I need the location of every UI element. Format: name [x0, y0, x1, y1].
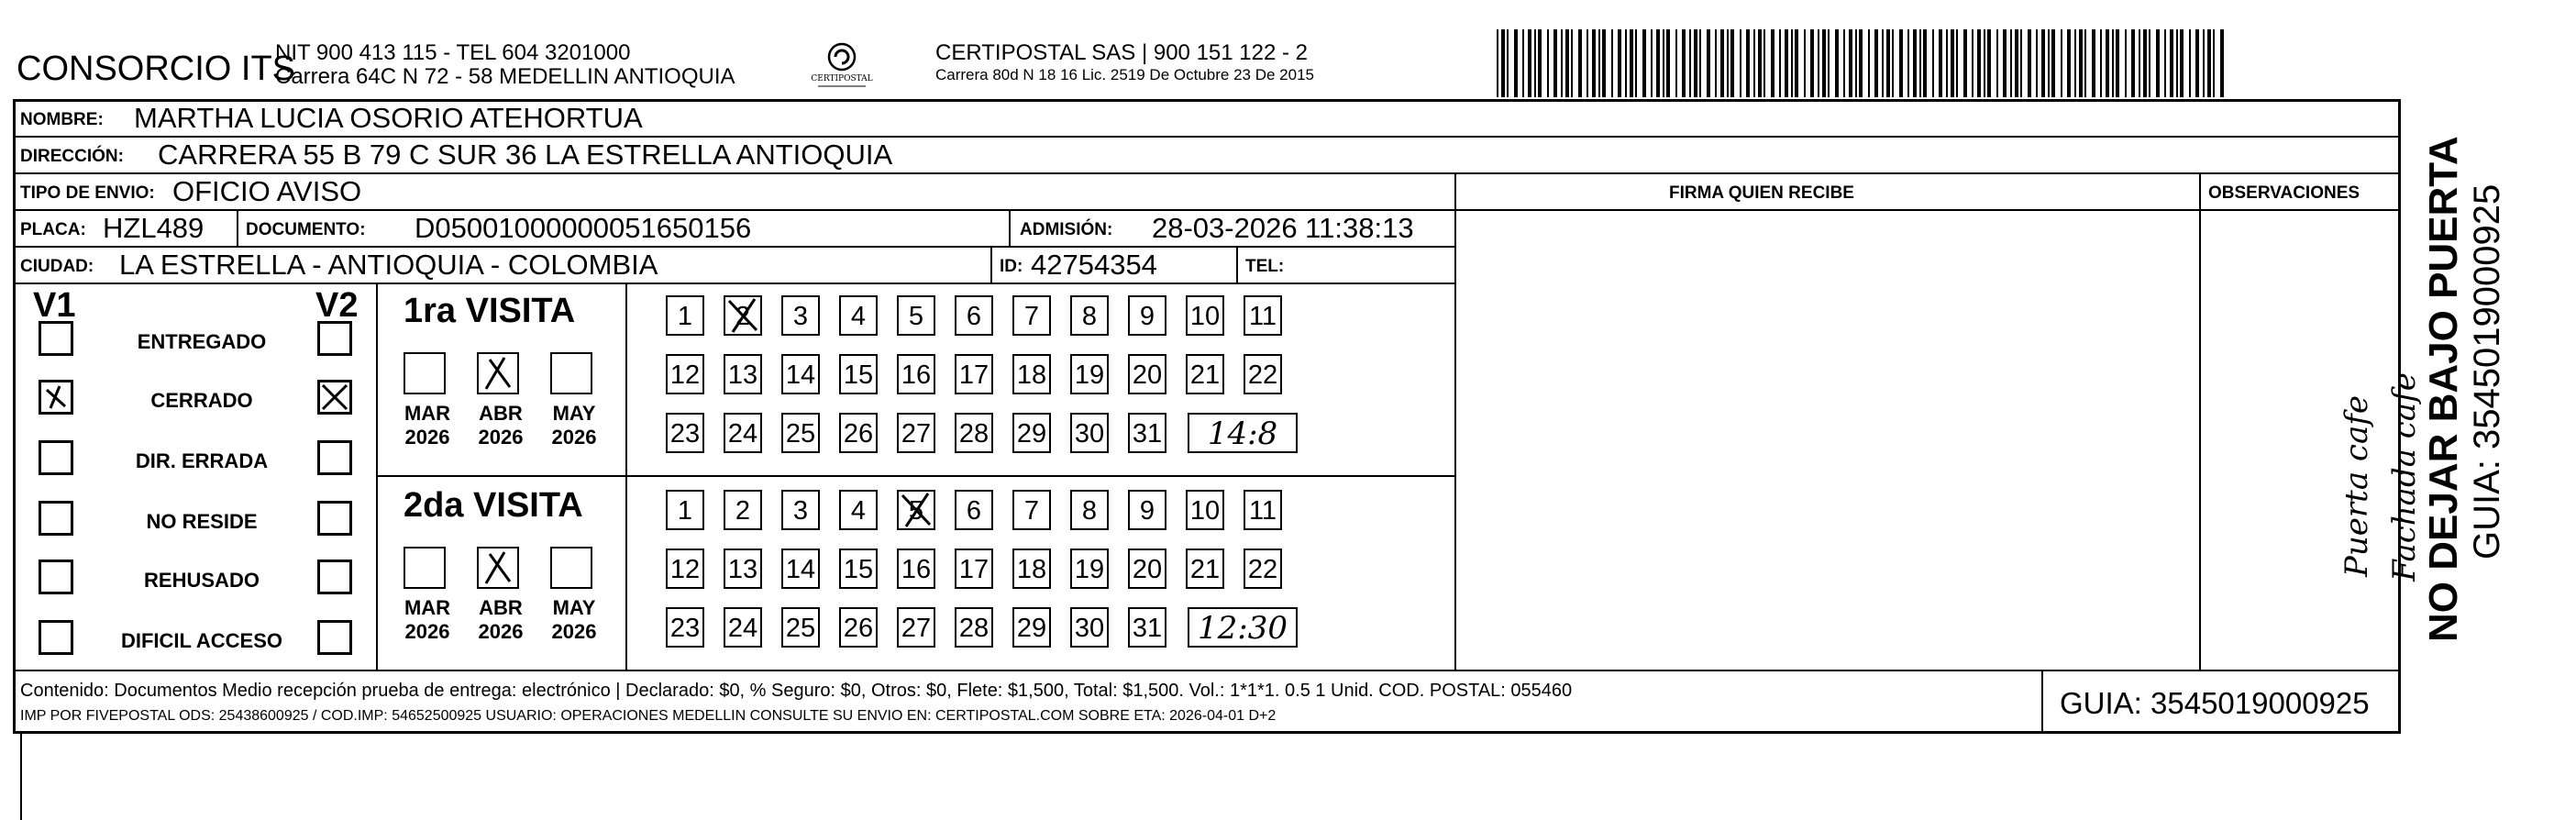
v2-checkbox-2[interactable] — [317, 440, 352, 475]
barcode-bar — [1699, 29, 1701, 97]
first-visit-day-5[interactable]: 5 — [897, 295, 935, 336]
second-visit-title: 2da VISITA — [404, 486, 583, 525]
v1-checkbox-1[interactable] — [39, 380, 73, 415]
barcode-bar — [1907, 29, 1909, 97]
barcode-bar — [2180, 29, 2184, 97]
first-visit-day-7[interactable]: 7 — [1012, 295, 1051, 336]
barcode-bar — [1874, 29, 1878, 97]
barcode-bar — [1707, 29, 1710, 97]
barcode-bar — [1763, 29, 1765, 97]
second-visit-day-9[interactable]: 9 — [1128, 490, 1166, 530]
admision-value: 28-03-2026 11:38:13 — [1152, 212, 1414, 244]
carrier-line: CERTIPOSTAL SAS | 900 151 122 - 2 — [935, 40, 1308, 65]
barcode-bar — [1730, 29, 1734, 97]
first-visit-day-19[interactable]: 19 — [1070, 354, 1109, 394]
barcode-bar — [2203, 29, 2205, 97]
second-visit-day-12[interactable]: 12 — [666, 549, 704, 589]
v1-label: V1 — [33, 286, 76, 325]
barcode-bar — [2106, 29, 2109, 97]
second-visit-day-1[interactable]: 1 — [666, 490, 704, 530]
second-visit-month-label: ABR 2026 — [478, 596, 524, 643]
status-label: CERRADO — [150, 389, 253, 412]
barcode-bar — [1538, 29, 1542, 97]
first-visit-day-2[interactable]: 2 — [724, 295, 762, 336]
barcode-bar — [1868, 29, 1870, 97]
documento-label: DOCUMENTO: — [246, 220, 366, 239]
second-visit-day-11[interactable]: 11 — [1244, 490, 1282, 530]
first-visit-day-17[interactable]: 17 — [955, 354, 993, 394]
first-visit-day-4[interactable]: 4 — [839, 295, 878, 336]
nombre-label: NOMBRE: — [20, 110, 104, 129]
barcode-bar — [2220, 29, 2224, 97]
barcode-bar — [1859, 29, 1863, 97]
side-guia: GUIA: 3545019000925 — [2467, 183, 2507, 560]
footer-guia: GUIA: 3545019000925 — [2060, 686, 2370, 720]
barcode-bar — [2100, 29, 2102, 97]
second-visit-month-label: MAR 2026 — [404, 596, 451, 643]
barcode-bar — [1822, 29, 1826, 97]
second-visit-day-19[interactable]: 19 — [1070, 549, 1109, 589]
barcode-bar — [2092, 29, 2095, 97]
direccion-label: DIRECCIÓN: — [20, 147, 124, 166]
v2-label: V2 — [315, 286, 359, 325]
first-visit-month-label: MAR 2026 — [404, 402, 451, 449]
barcode-bar — [1598, 29, 1600, 97]
barcode-bar — [1656, 29, 1660, 97]
barcode-bar — [1804, 29, 1806, 97]
barcode-bar — [2176, 29, 2178, 97]
barcode-bar — [2116, 29, 2119, 97]
v1-checkbox-4[interactable] — [39, 560, 73, 594]
barcode-bar — [1913, 29, 1917, 97]
second-visit-day-14[interactable]: 14 — [781, 549, 820, 589]
barcode-bar — [2028, 29, 2031, 97]
barcode-bar — [2164, 29, 2166, 97]
barcode-bar — [2189, 29, 2191, 97]
first-visit-day-26[interactable]: 26 — [839, 413, 878, 453]
barcode-bar — [1956, 29, 1958, 97]
barcode-bar — [1779, 29, 1781, 97]
barcode-bar — [1795, 29, 1798, 97]
first-visit-day-mark — [724, 295, 762, 340]
barcode-bar — [2195, 29, 2199, 97]
tipo-envio-label: TIPO DE ENVIO: — [20, 183, 155, 203]
barcode-bar — [1528, 29, 1531, 97]
barcode-bar — [1571, 29, 1573, 97]
second-visit-day-29[interactable]: 29 — [1012, 607, 1051, 648]
barcode — [1495, 29, 2228, 97]
first-visit-month-label: ABR 2026 — [478, 402, 524, 449]
barcode-bar — [1635, 29, 1637, 97]
barcode-bar — [1666, 29, 1670, 97]
id-label: ID: — [1000, 257, 1023, 276]
barcode-bar — [1892, 29, 1894, 97]
barcode-bar — [1963, 29, 1967, 97]
firma-label: FIRMA QUIEN RECIBE — [1669, 183, 1854, 203]
barcode-bar — [1810, 29, 1814, 97]
observaciones-note-2: Fachada cafe — [2386, 372, 2423, 582]
barcode-bar — [1987, 29, 1991, 97]
certipostal-logo — [805, 40, 879, 92]
second-visit-day-22[interactable]: 22 — [1244, 549, 1282, 589]
barcode-bar — [2079, 29, 2083, 97]
first-visit-day-15[interactable]: 15 — [839, 354, 878, 394]
first-visit-month-box-1[interactable] — [477, 352, 519, 394]
second-visit-day-7[interactable]: 7 — [1012, 490, 1051, 530]
barcode-bar — [1984, 29, 1985, 97]
barcode-bar — [1899, 29, 1903, 97]
second-visit-day-15[interactable]: 15 — [839, 549, 878, 589]
v1-checkbox-5[interactable] — [39, 620, 73, 655]
nit-line: NIT 900 413 115 - TEL 604 3201000 — [275, 40, 631, 65]
barcode-bar — [2084, 29, 2086, 97]
barcode-bar — [1630, 29, 1633, 97]
barcode-bar — [1977, 29, 1981, 97]
barcode-bar — [1514, 29, 1518, 97]
second-visit-day-20[interactable]: 20 — [1128, 549, 1166, 589]
barcode-bar — [2170, 29, 2173, 97]
second-visit-month-box-0[interactable] — [404, 547, 446, 589]
barcode-bar — [1791, 29, 1793, 97]
barcode-bar — [1972, 29, 1973, 97]
footer-line-1: Contenido: Documentos Medio recepción prueba de entrega: electrónico | Declarado: $0, % Seguro: $0, Otros: $0, Flete: $1,500, Total: $1,500. Vol.: 1*1*1. 0.5 1 Unid. COD. POSTAL: 055460 — [20, 681, 1573, 701]
first-visit-day-27[interactable]: 27 — [897, 413, 935, 453]
barcode-bar — [2139, 29, 2140, 97]
id-value: 42754354 — [1031, 249, 1157, 281]
first-visit-day-8[interactable]: 8 — [1070, 295, 1109, 336]
v2-checkbox-4[interactable] — [317, 560, 352, 594]
first-visit-day-16[interactable]: 16 — [897, 354, 935, 394]
first-visit-month-box-2[interactable] — [550, 352, 592, 394]
second-visit-day-28[interactable]: 28 — [955, 607, 993, 648]
first-visit-day-20[interactable]: 20 — [1128, 354, 1166, 394]
first-visit-day-9[interactable]: 9 — [1128, 295, 1166, 336]
footer-line-2: IMP POR FIVEPOSTAL ODS: 25438600925 / COD.IMP: 54652500925 USUARIO: OPERACIONES MEDELLIN CONSULTE SU ENVIO EN: CERTIPOSTAL.COM SOBRE ETA: 2026-04-01 D+2 — [20, 708, 1277, 724]
company-address: Carrera 64C N 72 - 58 MEDELLIN ANTIOQUIA — [275, 64, 735, 89]
barcode-bar — [1682, 29, 1686, 97]
v2-checkbox-1[interactable] — [317, 380, 352, 415]
barcode-bar — [1996, 29, 1998, 97]
placa-label: PLACA: — [20, 220, 86, 239]
first-visit-day-3[interactable]: 3 — [781, 295, 820, 336]
barcode-bar — [1689, 29, 1691, 97]
second-visit-day-6[interactable]: 6 — [955, 490, 993, 530]
barcode-bar — [1855, 29, 1857, 97]
v1-checkbox-3[interactable] — [39, 501, 73, 536]
barcode-bar — [2010, 29, 2012, 97]
second-visit-day-26[interactable]: 26 — [839, 607, 878, 648]
barcode-bar — [1625, 29, 1627, 97]
nombre-value: MARTHA LUCIA OSORIO ATEHORTUA — [134, 102, 643, 134]
first-visit-time[interactable]: 14:8 — [1188, 413, 1298, 453]
first-visit-day-21[interactable]: 21 — [1186, 354, 1224, 394]
v2-checkbox-0[interactable] — [317, 321, 352, 356]
first-visit-day-31[interactable]: 31 — [1128, 413, 1166, 453]
barcode-bar — [1592, 29, 1596, 97]
barcode-bar — [1785, 29, 1788, 97]
first-visit-day-12[interactable]: 12 — [666, 354, 704, 394]
ciudad-label: CIUDAD: — [20, 257, 94, 276]
barcode-bar — [1939, 29, 1942, 97]
second-visit-day-8[interactable]: 8 — [1070, 490, 1109, 530]
second-visit-day-13[interactable]: 13 — [724, 549, 762, 589]
tipo-envio-value: OFICIO AVISO — [172, 175, 362, 207]
barcode-bar — [1507, 29, 1509, 97]
second-visit-day-18[interactable]: 18 — [1012, 549, 1051, 589]
barcode-bar — [2074, 29, 2076, 97]
barcode-bar — [1727, 29, 1729, 97]
barcode-bar — [2112, 29, 2114, 97]
status-label: REHUSADO — [144, 569, 260, 592]
barcode-bar — [2131, 29, 2135, 97]
first-visit-day-30[interactable]: 30 — [1070, 413, 1109, 453]
barcode-bar — [1553, 29, 1557, 97]
second-visit-day-27[interactable]: 27 — [897, 607, 935, 648]
status-label: ENTREGADO — [137, 330, 267, 353]
barcode-bar — [2125, 29, 2127, 97]
second-visit-day-3[interactable]: 3 — [781, 490, 820, 530]
company-name: CONSORCIO ITS — [17, 50, 296, 88]
second-visit-day-21[interactable]: 21 — [1186, 549, 1224, 589]
first-visit-day-18[interactable]: 18 — [1012, 354, 1051, 394]
first-visit-month-box-0[interactable] — [404, 352, 446, 394]
second-visit-day-4[interactable]: 4 — [839, 490, 878, 530]
barcode-bar — [1919, 29, 1921, 97]
barcode-bar — [1651, 29, 1653, 97]
first-visit-day-25[interactable]: 25 — [781, 413, 820, 453]
barcode-bar — [2015, 29, 2018, 97]
v1-checkbox-2[interactable] — [39, 440, 73, 475]
barcode-bar — [2036, 29, 2038, 97]
barcode-bar — [1740, 29, 1741, 97]
first-visit-day-6[interactable]: 6 — [955, 295, 993, 336]
barcode-bar — [2067, 29, 2071, 97]
second-visit-day-24[interactable]: 24 — [724, 607, 762, 648]
barcode-bar — [1618, 29, 1621, 97]
second-visit-month-box-1[interactable] — [477, 547, 519, 589]
v2-checkbox-5[interactable] — [317, 620, 352, 655]
second-visit-day-17[interactable]: 17 — [955, 549, 993, 589]
barcode-bar — [2003, 29, 2007, 97]
barcode-bar — [1771, 29, 1774, 97]
second-visit-day-16[interactable]: 16 — [897, 549, 935, 589]
first-visit-day-13[interactable]: 13 — [724, 354, 762, 394]
barcode-bar — [1828, 29, 1830, 97]
barcode-bar — [1534, 29, 1536, 97]
status-label: DIR. ERRADA — [135, 449, 269, 472]
barcode-bar — [1497, 29, 1498, 97]
observaciones-note-1: Puerta cafe — [2338, 395, 2375, 577]
barcode-bar — [1522, 29, 1524, 97]
first-visit-day-11[interactable]: 11 — [1244, 295, 1282, 336]
barcode-bar — [1753, 29, 1755, 97]
barcode-bar — [2213, 29, 2215, 97]
placa-value: HZL489 — [103, 212, 205, 244]
first-visit-day-23[interactable]: 23 — [666, 413, 704, 453]
direccion-value: CARRERA 55 B 79 C SUR 36 LA ESTRELLA ANTIOQUIA — [158, 139, 893, 171]
documento-value: D05001000000051650156 — [415, 212, 752, 244]
second-visit-day-5[interactable]: 5 — [897, 490, 935, 530]
first-visit-day-29[interactable]: 29 — [1012, 413, 1051, 453]
second-visit-day-mark — [897, 490, 935, 535]
second-visit-month-label: MAY 2026 — [551, 596, 597, 643]
barcode-bar — [1565, 29, 1569, 97]
barcode-bar — [1547, 29, 1549, 97]
barcode-bar — [1694, 29, 1697, 97]
barcode-bar — [1886, 29, 1890, 97]
barcode-bar — [1835, 29, 1839, 97]
first-visit-day-1[interactable]: 1 — [666, 295, 704, 336]
first-visit-title: 1ra VISITA — [404, 292, 576, 330]
second-visit-day-31[interactable]: 31 — [1128, 607, 1166, 648]
barcode-bar — [1663, 29, 1664, 97]
barcode-bar — [1720, 29, 1724, 97]
barcode-bar — [1642, 29, 1646, 97]
barcode-bar — [2051, 29, 2055, 97]
barcode-bar — [1946, 29, 1948, 97]
v1-checkbox-0[interactable] — [39, 321, 73, 356]
first-visit-day-24[interactable]: 24 — [724, 413, 762, 453]
barcode-bar — [1951, 29, 1954, 97]
barcode-bar — [1746, 29, 1750, 97]
barcode-bar — [1843, 29, 1845, 97]
barcode-bar — [2149, 29, 2150, 97]
barcode-bar — [2156, 29, 2160, 97]
first-visit-month-label: MAY 2026 — [551, 402, 597, 449]
first-visit-day-10[interactable]: 10 — [1186, 295, 1224, 336]
barcode-bar — [1923, 29, 1927, 97]
barcode-bar — [1818, 29, 1819, 97]
barcode-bar — [1758, 29, 1762, 97]
barcode-bar — [2061, 29, 2062, 97]
barcode-bar — [1932, 29, 1934, 97]
second-visit-day-23[interactable]: 23 — [666, 607, 704, 648]
side-warning: NO DEJAR BAJO PUERTA — [2421, 136, 2466, 642]
svg-text:CERTIPOSTAL: CERTIPOSTAL — [811, 74, 873, 83]
second-visit-month-box-2[interactable] — [550, 547, 592, 589]
status-label: NO RESIDE — [146, 510, 258, 533]
tel-label: TEL: — [1245, 257, 1285, 276]
barcode-bar — [1501, 29, 1505, 97]
barcode-bar — [2207, 29, 2211, 97]
status-label: DIFICIL ACCESO — [120, 629, 282, 652]
barcode-bar — [1675, 29, 1677, 97]
barcode-bar — [1561, 29, 1563, 97]
barcode-bar — [1715, 29, 1717, 97]
barcode-bar — [1578, 29, 1582, 97]
barcode-bar — [2020, 29, 2022, 97]
barcode-bar — [2143, 29, 2147, 97]
first-visit-day-22[interactable]: 22 — [1244, 354, 1282, 394]
barcode-bar — [2048, 29, 2050, 97]
second-visit-time[interactable]: 12:30 — [1188, 607, 1298, 648]
barcode-bar — [1587, 29, 1588, 97]
second-visit-day-30[interactable]: 30 — [1070, 607, 1109, 648]
barcode-bar — [1611, 29, 1613, 97]
barcode-bar — [2041, 29, 2045, 97]
second-visit-day-25[interactable]: 25 — [781, 607, 820, 648]
v2-checkbox-3[interactable] — [317, 501, 352, 536]
barcode-bar — [1882, 29, 1884, 97]
ciudad-value: LA ESTRELLA - ANTIOQUIA - COLOMBIA — [119, 249, 658, 281]
admision-label: ADMISIÓN: — [1020, 220, 1113, 239]
first-visit-day-14[interactable]: 14 — [781, 354, 820, 394]
barcode-bar — [1602, 29, 1606, 97]
observaciones-label: OBSERVACIONES — [2208, 183, 2360, 203]
second-visit-day-10[interactable]: 10 — [1186, 490, 1224, 530]
first-visit-day-28[interactable]: 28 — [955, 413, 993, 453]
second-visit-day-2[interactable]: 2 — [724, 490, 762, 530]
barcode-bar — [1849, 29, 1852, 97]
carrier-address: Carrera 80d N 18 16 Lic. 2519 De Octubre 23 De 2015 — [935, 66, 1314, 83]
